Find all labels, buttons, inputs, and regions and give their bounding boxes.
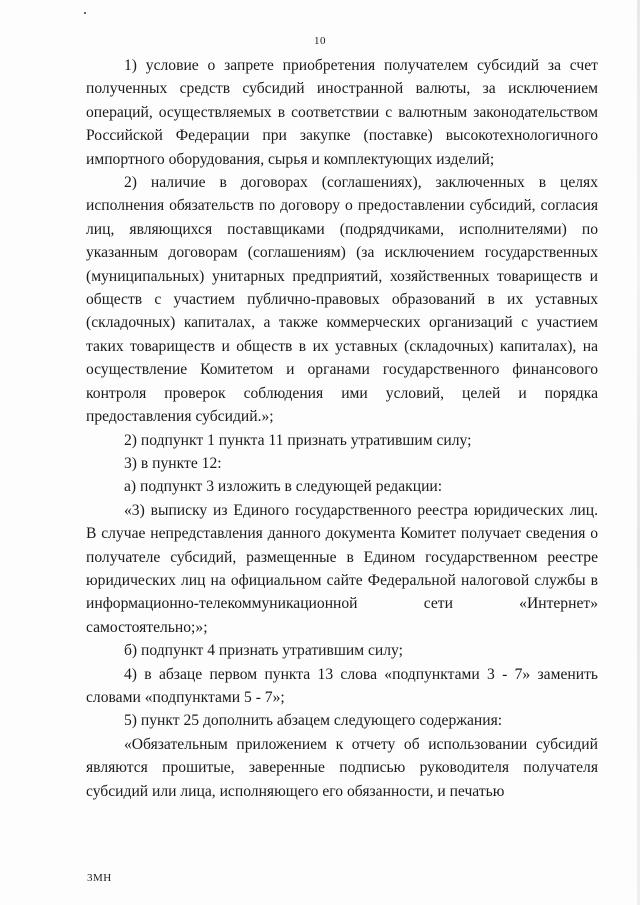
paragraph-subpoint-4: б) подпункт 4 признать утратившим силу; (124, 642, 403, 660)
paragraph-egrul-extract: «3) выписку из Единого государственного реестра юридических лиц. В случае непредставления данного документа Комитет получает сведения о получателе субсидий, размещенные в Едином государственном реестре юридических лиц на официальном сайте Федеральной налоговой службы в информационно-телекоммуникационной сети «Интернет» самостоятельно;»; (86, 501, 598, 636)
paragraph-contracts-consent: 2) наличие в договорах (соглашениях), заключенных в целях исполнения обязательств по договору о предоставлении субсидий, согласия лиц, являющихся поставщиками (подрядчиками, исполнителями) по указанным договорам (соглашениям) (за исключением государственных (муниципальных) унитарных предприятий, хозяйственных товариществ и обществ с участием публично-правовых образований в их уставных (складочных) капиталах, а также коммерческих организаций с участием таких товариществ и обществ в их уставных (складочных) капиталах), на осуществление Комитетом и органами государственного финансового контроля проверок соблюдения ими условий, целей и порядка предоставления субсидий.»; (86, 174, 598, 426)
footer-code: 3МН (87, 872, 112, 884)
paragraph-report-attachment: «Обязательным приложением к отчету об использовании субсидий являются прошитые, заверенные подписью руководителя получателя субсидий или лица, исполняющего его обязанности, и печатью (86, 735, 598, 800)
paragraph-point-13: 4) в абзаце первом пункта 13 слова «подпунктами 3 - 7» заменить словами «подпунктами 5 - 7»; (86, 665, 598, 706)
paragraph-point-25: 5) пункт 25 дополнить абзацем следующего содержания: (124, 712, 503, 730)
paragraph-subpoint-11: 2) подпункт 1 пункта 11 признать утратившим силу; (124, 431, 472, 449)
page-number: 10 (314, 35, 326, 47)
paragraph-point-12: 3) в пункте 12: (124, 454, 222, 472)
document-body (86, 54, 598, 803)
scan-speck (84, 12, 86, 14)
paragraph-subpoint-3: а) подпункт 3 изложить в следующей редакции: (124, 478, 443, 496)
paragraph-condition-currency: 1) условие о запрете приобретения получателем субсидий за счет полученных средств субсидий иностранной валюты, за исключением операций, осуществляемых в соответствии с валютным законодательством Российской Федерации при закупке (поставке) высокотехнологичного импортного оборудования, сырья и комплектующих изделий; (86, 57, 598, 168)
